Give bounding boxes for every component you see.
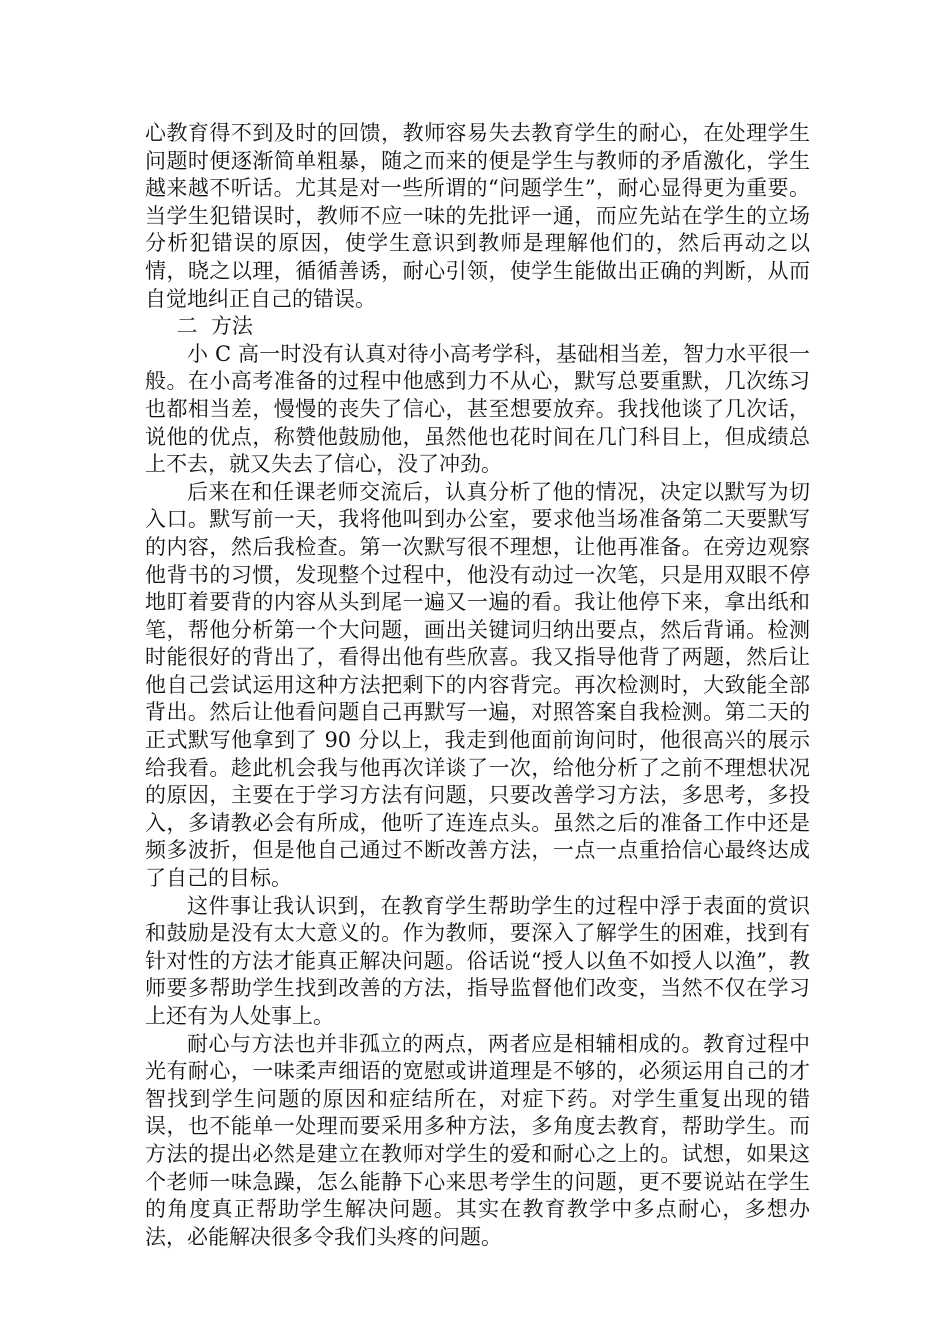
paragraph-conclusion: 耐心与方法也并非孤立的两点，两者应是相辅相成的。教育过程中光有耐心，一味柔声细语的宽慰或讲道理是不够的，必须运用自己的才智找到学生问题的原因和症结所在，对症下药。对学生重复出现的错误，也不能单一处理而要采用多种方法，多角度去教育，帮助学生。而方法的提出必然是建立在教师对学生的爱和耐心之上的。试想，如果这个老师一味急躁，怎么能静下心来思考学生的问题，更不要说站在学生的角度真正帮助学生解决问题。其实在教育教学中多点耐心，多想办法，必能解决很多令我们头疼的问题。 xyxy=(145,1031,810,1249)
document-page xyxy=(145,120,810,1251)
paragraph-student-background: 小 C 高一时没有认真对待小高考学科，基础相当差，智力水平很一般。在小高考准备的过程中他感到力不从心，默写总要重默，几次练习也都相当差，慢慢的丧失了信心，甚至想要放弃。我找他谈了几次话，说他的优点，称赞他鼓励他，虽然他也花时间在几门科目上，但成绩总上不去，就又失去了信心，没了冲劲。 xyxy=(145,341,810,477)
paragraph-reflection: 这件事让我认识到，在教育学生帮助学生的过程中浮于表面的赏识和鼓励是没有太大意义的。作为教师，要深入了解学生的困难，找到有针对性的方法才能真正解决问题。俗话说“授人以鱼不如授人以渔”，教师要多帮助学生找到改善的方法，指导监督他们改变，当然不仅在学习上还有为人处事上。 xyxy=(145,893,810,1028)
paragraph-continuation: 心教育得不到及时的回馈，教师容易失去教育学生的耐心，在处理学生问题时便逐渐简单粗暴，随之而来的便是学生与教师的矛盾激化，学生越来越不听话。尤其是对一些所谓的“问题学生”，耐心显得更为重要。当学生犯错误时，教师不应一味的先批评一通，而应先站在学生的立场分析犯错误的原因，使学生意识到教师是理解他们的，然后再动之以情，晓之以理，循循善诱，耐心引领，使学生能做出正确的判断，从而自觉地纠正自己的错误。 xyxy=(145,121,810,311)
paragraph-method-story: 后来在和任课老师交流后，认真分析了他的情况，决定以默写为切入口。默写前一天，我将他叫到办公室，要求他当场准备第二天要默写的内容，然后我检查。第一次默写很不理想，让他再准备。在旁边观察他背书的习惯，发现整个过程中，他没有动过一次笔，只是用双眼不停地盯着要背的内容从头到尾一遍又一遍的看。我让他停下来，拿出纸和笔，帮他分析第一个大问题，画出关键词归纳出要点，然后背诵。检测时能很好的背出了，看得出他有些欣喜。我又指导他背了两题，然后让他自己尝试运用这种方法把剩下的内容背完。再次检测时，大致能全部背出。然后让他看问题自己再默写一遍，对照答案自我检测。第二天的正式默写他拿到了 90 分以上，我走到他面前询问时，他很高兴的展示给我看。趁此机会我与他再次详谈了一次，给他分析了之前不理想状况的原因，主要在于学习方法有问题，只要改善学习方法，多思考，多投入，多请教必会有所成，他听了连连点头。虽然之后的准备工作中还是频多波折，但是他自己通过不断改善方法，一点一点重拾信心最终达成了自己的目标。 xyxy=(145,479,810,891)
section-heading: 二 方法 xyxy=(176,314,253,339)
